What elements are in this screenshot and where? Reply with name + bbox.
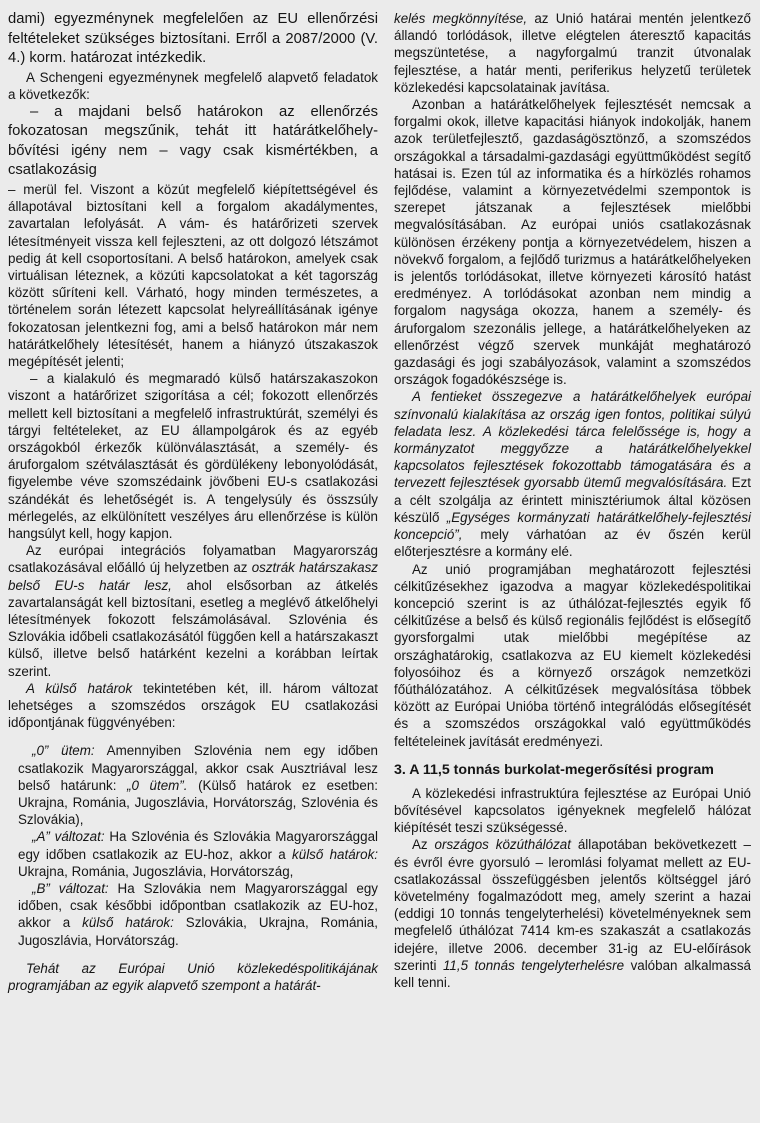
paragraph: A külső határok tekintetében két, ill. három változat lehetséges a szomszédos országok EU csatlakozási időpontjának függvényében: [8,680,378,731]
paragraph: – merül fel. Viszont a közút megfelelő kiépítettségével és állapotával biztosítani kell a forgalom akadálymentes, zavartalan lefolyását. A vám- és határőrizeti szervek létesítményeit vissza kell fejleszteni, az ott dolgozó létszámot pedig át kell csoportosítani. A belső határokon, amelyek csak virtuálisan léteznek, a közúti kapcsolatokat a két tagország között sűríteni kell. Várható, hogy minden természetes, a történelem során létezett kapcsolat helyreállításának igénye fokozatosan jelentkezni fog, ami a belső határokon már nem határátkelőhely létesítését, hanem a hiányzó útszakaszok megépítését jelenti; [8,181,378,369]
paragraph: Azonban a határátkelőhelyek fejlesztését nemcsak a forgalmi okok, illetve kapacitási hiányok indokolják, hanem azok területfejlesztő, gazdaságösztönző, a szomszédos országokkal a társadalmi-gazdasági együttműködést segítő hatásai is. Ezen túl az informatika és a hírközlés rohamos fejlődése, valamint a környezetvédelmi szempontok is szerepet játszanak a fejlesztések mielőbbi megvalósításában. Az európai uniós csatlakozásnak különösen érzékeny pontja a környezetvédelem, hiszen a növekvő forgalom, a fejlődő turizmus a határátkelőhelyeken is jelentős torlódásokat, illetve környezeti károsító hatást eredményez. A torlódásokat azonban nem mindig a forgalom nagysága okozza, hanem a személy- és áruforgalom szezonális jellege, a határátkelőhelyeken az ellenőrzést végző szervek munkáját meghatározó gazdasági és jogi szabályozások, valamint a szomszédos országok fogadókészsége is. [394,97,751,388]
paragraph: dami) egyezménynek megfelelően az EU ellenőrzési feltételeket szükséges biztosítani. Erről a 2087/2000 (V. 4.) korm. határozat intézkedik. [8,11,378,66]
paragraph: Tehát az Európai Unió közlekedéspolitikájának programjában az egyik alapvető szempont a határát- [8,960,378,994]
list-item: – a kialakuló és megmaradó külső határszakaszokon viszont a határőrizet szigorítása a cél; fokozott ellenőrzés mellett kell biztosítani a megfelelő infrastruktúrát, személyi és tárgyi feltételeket, az EU állampolgárok és az egyéb országokból érkezők különválasztását, a személy- és áruforgalom szétválasztását és gördülékeny lebonyolódását, figyelembe véve szomszédaink jövőbeni EU-s csatlakozási szándékát és lehetőségét is. A tengelysúly és összsúly mérlegelés, az elkülönített veszélyes áru ellenőrzése is külön hangsúlyt kell, hogy kapjon. [8,371,378,541]
section-heading: 3. A 11,5 tonnás burkolat-megerősítési program [394,761,714,778]
paragraph: A közlekedési infrastruktúra fejlesztése az Európai Unió bővítésével kapcsolatos igényeknek megfelelő hálózat kiépítését teszi szükségessé. [394,785,751,836]
paragraph: A fentieket összegezve a határátkelőhelyek európai színvonalú kialakítása az ország igen fontos, politikai súlyú feladata lesz. A közlekedési tárca felelőssége is, hogy a kormányzatot meggyőzze a határátkelőhelyekkel kapcsolatos fejlesztések fokozottabb támogatására és a tervezett fejlesztések gyorsabb ütemű megvalósítására. Ezt a célt szolgálja az érintett minisztériumok által közösen készülő „Egységes kormányzati határátkelőhely-fejlesztési koncepció”, mely várhatóan az év őszén kerül előterjesztésre a kormány elé. [394,389,751,560]
paragraph: kelés megkönnyítése, az Unió határai mentén jelentkező állandó torlódások, illetve elégtelen áteresztő kapacitás megszüntetése, a nagyforgalmú tranzit útvonalak fejlesztése, a határ menti, periferikus helyzetű területek közlekedési kapcsolatainak javítása. [394,11,751,95]
left-column [8,10,378,994]
paragraph: Az országos közúthálózat állapotában bekövetkezett – és évről évre gyorsuló – leromlási folyamat mellett az EU-csatlakozással összefüggésben jelentős költséggel járó követelmény fogalmazódott meg, amely szerint a hazai (eddigi 10 tonnás tengelyterhelési) követelményeknek sem megfelelő úthálózat 7414 km-es szakaszát a csatlakozás idejére, illetve 2006. december 31-ig az EU-előírások szerinti 11,5 tonnás tengelyterhelésre valóban alkalmassá kell tenni. [394,837,751,990]
list-item: – a majdani belső határokon az ellenőrzés fokozatosan megszűnik, tehát itt határátkelőhely-bővítési igény nem – vagy csak kismértékben, a csatlakozásig [8,103,378,179]
variant-0: „0” ütem: Amennyiben Szlovénia nem egy időben csatlakozik Magyarországgal, akkor csak Ausztriával lesz belső határunk: „0 ütem”. (Külső határok ez esetben: Ukrajna, Románia, Jugoszlávia, Horvátország, Szlovénia és Szlovákia), [18,743,379,828]
variant-b: „B” változat: Ha Szlovákia nem Magyarországgal egy időben, csak későbbi időpontban csatlakozik az EU-hoz, akkor a külső határok: Szlovákia, Ukrajna, Románia, Jugoszlávia, Horvátország. [18,881,378,948]
paragraph: Az unió programjában meghatározott fejlesztési célkitűzésekhez igazodva a magyar közlekedéspolitikai koncepció szerint is az úthálózat-fejlesztés egyik fő célkitűzése a belső és külső regionális fejlődést is elősegítő gyorsforgalmi utak mielőbbi megépítése az országhatárokig, csatlakozva az EU kiemelt közlekedési folyosóihoz és a környező országok nemzetközi főúthálózatához. A célkitűzések megvalósítása többek között az Európai Unióba történő integrálódás elősegítését és a szomszédos országokkal való együttműködés feltételeinek javítását eredményezi. [394,561,751,749]
paragraph: Az európai integrációs folyamatban Magyarország csatlakozásával előálló új helyzetben az osztrák határszakasz belső EU-s határ lesz, ahol elsősorban az átkelés zavartalanságát kell biztosítani, esetleg a meglévő átkelőhelyi létesítmények fokozott felszámolásával. Szlovénia és Szlovákia időbeli csatlakozásától függően kell a határszakaszt külső, illetve belső határként kezelni a korábban leírtak szerint. [8,543,378,679]
right-column [394,10,751,991]
paragraph: A Schengeni egyezménynek megfelelő alapvető feladatok a következők: [8,69,378,102]
variant-a: „A” változat: Ha Szlovénia és Szlovákia Magyarországgal egy időben csatlakozik az EU-hoz, akkor a külső határok: Ukrajna, Románia, Jugoszlávia, Horvátország, [18,829,378,879]
